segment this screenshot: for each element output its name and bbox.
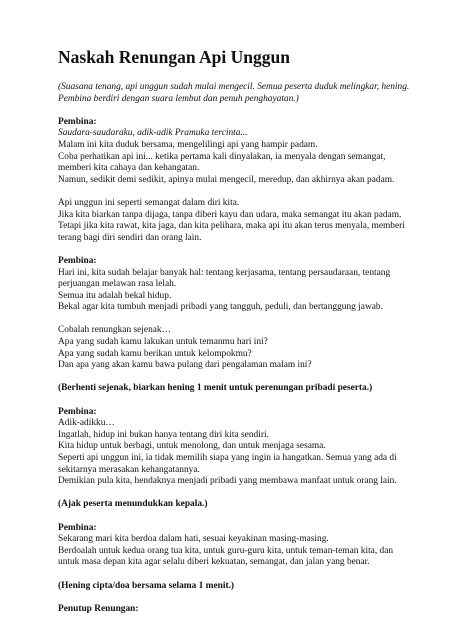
section-2-paragraph-2: Cobalah renungkan sejenak… Apa yang sudah kamu lakukan untuk temanmu hari ini? Apa yang sudah kamu berikan untuk kelompokmu? Dan apa yang akan kamu bawa pulang dari pengalaman malam ini? bbox=[58, 325, 312, 371]
document-title: Naskah Renungan Api Unggun bbox=[58, 47, 290, 67]
greeting: Saudara-saudaraku, adik-adik Pramuka tercinta... bbox=[58, 128, 248, 139]
speaker-label: Pembina: bbox=[58, 406, 97, 417]
section-4: Pembina: Sekarang mari kita berdoa dalam hati, sesuai keyakinan masing-masing. Berdoalah untuk kedua orang tua kita, untuk guru-guru kita, untuk teman-teman kita, dan untuk masa depan kita agar selalu diberi kekuatan, semangat, dan jalan yang benar. bbox=[58, 523, 436, 569]
document-body bbox=[58, 82, 436, 615]
stage-direction-prayer: (Hening cipta/doa bersama selama 1 menit.) bbox=[58, 580, 235, 591]
section-2: Pembina: Hari ini, kita sudah belajar banyak hal: tentang kerjasama, tentang persaudaraan, tentang perjuangan melawan rasa lelah. Semua itu adalah bekal hidup. Bekal agar kita tumbuh menjadi pribadi yang tangguh, peduli, dan bertanggung jawab. bbox=[58, 256, 436, 314]
section-1: Pembina: Saudara-saudaraku, adik-adik Pramuka tercinta... Malam ini kita duduk bersama, mengelilingi api yang hampir padam. Coba perhatikan api ini... ketika pertama kali dinyalakan, ia menyala dengan semangat, memberi kita cahaya dan kehangatan. Namun, sedikit demi sedikit, apinya mulai mengecil, meredup, dan akhirnya akan padam. bbox=[58, 117, 436, 187]
speaker-label: Pembina: bbox=[58, 116, 97, 127]
section-3: Pembina: Adik-adikku… Ingatlah, hidup ini bukan hanya tentang diri kita sendiri. Kita hidup untuk berbagi, untuk menolong, dan untuk menjaga sesama. Seperti api unggun ini, ia tidak memilih siapa yang ingin ia hangatkan. Semua yang ada di sekitarnya merasakan kehangatannya. Demikian pula kita, hendaknya menjadi pribadi yang membawa manfaat untuk orang lain. bbox=[58, 407, 436, 488]
stage-direction-pause: (Berhenti sejenak, biarkan hening 1 menit untuk perenungan pribadi peserta.) bbox=[58, 383, 373, 394]
speaker-label: Pembina: bbox=[58, 255, 97, 266]
speaker-label: Pembina: bbox=[58, 522, 97, 533]
intro-stage-direction: (Suasana tenang, api unggun sudah mulai mengecil. Semua peserta duduk melingkar, hening. Pembina berdiri dengan suara lembut dan penuh penghayatan.) bbox=[58, 82, 410, 104]
stage-direction-bow: (Ajak peserta menundukkan kepala.) bbox=[58, 499, 208, 510]
closing-heading: Penutup Renungan: bbox=[58, 603, 139, 614]
section-1-paragraph-2: Api unggun ini seperti semangat dalam diri kita. Jika kita biarkan tanpa dijaga, tanpa diberi kayu dan udara, maka semangat itu akan padam. Tetapi jika kita rawat, kita jaga, dan kita pelihara, maka api itu akan terus menyala, memberi terang bagi diri sendiri dan orang lain. bbox=[58, 197, 405, 243]
